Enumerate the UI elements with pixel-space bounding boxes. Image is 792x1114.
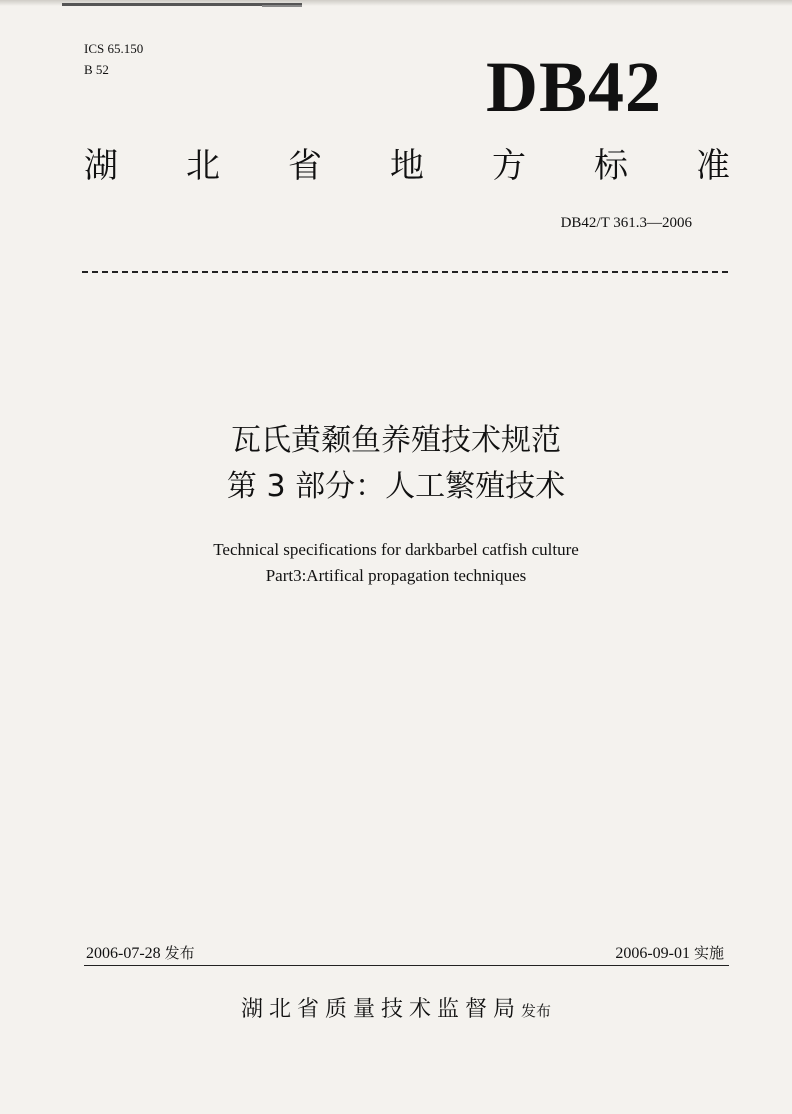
issue-date-block bbox=[86, 942, 195, 963]
classification-codes bbox=[84, 38, 143, 80]
issuer bbox=[0, 992, 792, 1023]
issuer-name: 湖北省质量技术监督局 bbox=[240, 997, 521, 1022]
standard-number: DB42/T 361.3—2006 bbox=[560, 215, 692, 231]
english-title-line2: Part3:Artifical propagation techniques bbox=[265, 566, 527, 585]
standard-type-char: 北 bbox=[186, 146, 220, 186]
standard-type-char: 准 bbox=[696, 146, 730, 186]
standard-type-char: 标 bbox=[594, 146, 628, 186]
standard-type-char: 地 bbox=[390, 146, 424, 186]
standard-type-title bbox=[84, 140, 730, 192]
divider-solid bbox=[84, 965, 729, 966]
implement-date-block bbox=[615, 942, 724, 963]
issue-date: 2006-07-28 bbox=[86, 945, 161, 962]
english-title bbox=[0, 537, 792, 589]
scan-artifact bbox=[262, 5, 302, 7]
issue-label: 发布 bbox=[164, 944, 195, 962]
chinese-title-line2: 第 3 部分：人工繁殖技术 bbox=[226, 469, 566, 504]
implement-date: 2006-09-01 bbox=[615, 945, 690, 962]
divider-dashed bbox=[82, 271, 728, 273]
chinese-title bbox=[0, 418, 792, 510]
chinese-title-line1: 瓦氏黄颡鱼养殖技术规范 bbox=[231, 423, 561, 458]
issuer-suffix: 发布 bbox=[521, 1002, 552, 1020]
standard-type-char: 湖 bbox=[84, 146, 118, 186]
implement-label: 实施 bbox=[693, 944, 724, 962]
standard-type-char: 省 bbox=[288, 146, 322, 186]
standard-type-char: 方 bbox=[492, 146, 526, 186]
db42-logo: DB42 bbox=[486, 47, 663, 127]
ics-code: ICS 65.150 bbox=[84, 41, 144, 56]
english-title-line1: Technical specifications for darkbarbel catfish culture bbox=[213, 540, 579, 559]
ccs-code: B 52 bbox=[84, 62, 109, 77]
